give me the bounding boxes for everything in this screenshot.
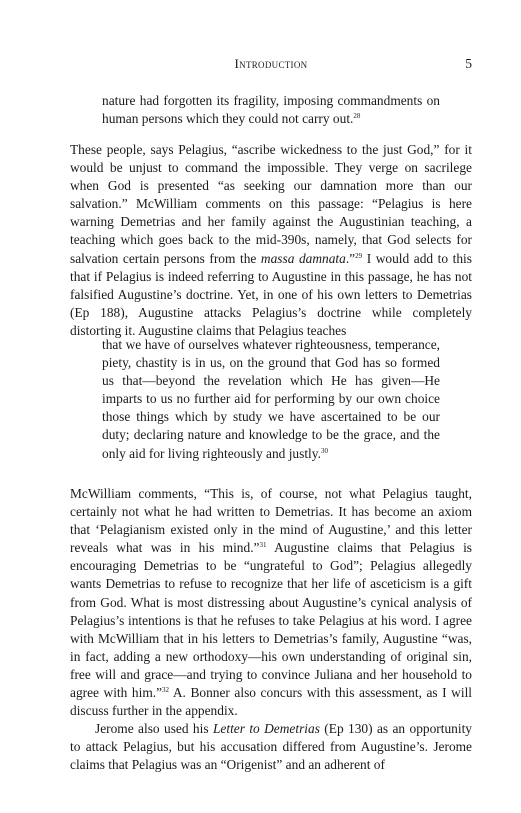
- block-quote-2: [102, 336, 440, 463]
- running-head: Introduction: [234, 56, 308, 71]
- page-number: 5: [465, 56, 472, 71]
- footnote-ref-28: 28: [353, 112, 361, 121]
- block-quote-1: [102, 92, 440, 128]
- paragraph-3-part-1: Jerome also used his: [95, 721, 213, 737]
- footnote-ref-31: 31: [259, 541, 267, 550]
- paragraph-2-text: [70, 485, 472, 720]
- paragraph-1-part-1: These people, says Pelagius, “ascribe wickedness to the just God,” for it would be unjust to command the impossible. They verge on sacrilege when God is presented “as seeking our damnation more than our salvation.” McWilliam comments on this passage: “Pelagius is here warning Demetrias and her family against the Augustinian teaching, a teaching which goes back to the mid-390s, namely, that God selects for salvation certain persons from the: [70, 142, 472, 266]
- paragraph-1-part-2: .”: [345, 250, 356, 266]
- page-header: [70, 56, 472, 74]
- italic-letter-to-demetrias: Letter to Demetrias: [212, 721, 320, 737]
- paragraph-2-part-1: McWilliam comments, “This is, of course, not what Pelagius taught, certainly not what he had written to Demetrias. It has become an axiom that ‘Pelagianism existed only in the mind of Augustine,’ and this letter reveals what was in his mind.”: [70, 486, 472, 556]
- paragraph-2-part-3: A. Bonner also concurs with this assessment, as I will discuss further in the appendix.: [70, 685, 473, 719]
- footnote-ref-32: 32: [162, 686, 170, 695]
- paragraph-3-text: [70, 720, 472, 774]
- footnote-ref-29: 29: [355, 251, 363, 260]
- paragraph-2-part-2: Augustine claims that Pelagius is encouraging Demetrias to be “ungrateful to God”; Pelagius allegedly wants Demetrias to refuse to recognize that her life of asceticism is a gift from God. What is most distressing about Augustine’s cynical analysis of Pelagius’s intentions is that he refuses to take Pelagius at his word. I agree with McWilliam that in his letters to Demetrias’s family, Augustine “was, in fact, adding a new orthodoxy—his own understanding of original sin, free will and grace—and trying to convince Juliana and her household to agree with him.”: [70, 540, 473, 701]
- footnote-ref-30: 30: [320, 446, 328, 455]
- block-quote-2-text: that we have of ourselves whatever righteousness, temperance, piety, chastity is in us, on the ground that God has so formed us that—beyond the revelation which He has given—He imparts to us no further aid for performing by our own choice those things which by study we have ascertained to be our duty; declaring nature and knowledge to be the grace, and the only aid for living righteously and justly.: [102, 337, 440, 461]
- paragraph-3-part-2: (Ep 130) as an opportunity to attack Pelagius, but his accusation differed from Augustine’s. Jerome claims that Pelagius was an “Origenist” and an adherent of: [70, 721, 472, 773]
- paragraph-1-part-3: I would add to this that if Pelagius is indeed referring to Augustine in this passage, he has not falsified Augustine’s doctrine. Yet, in one of his own letters to Demetrias (Ep 188), Augustine attacks Pelagius’s doctrine while completely distorting it. Augustine claims that Pelagius teaches: [70, 250, 472, 338]
- block-quote-1-text: nature had forgotten its fragility, imposing commandments on human persons which they could not carry out.: [102, 93, 440, 127]
- italic-massa-damnata: massa damnata: [260, 250, 346, 266]
- paragraph-1: [70, 141, 472, 340]
- paragraph-1-text: [70, 141, 472, 340]
- paragraph-2: [70, 485, 472, 775]
